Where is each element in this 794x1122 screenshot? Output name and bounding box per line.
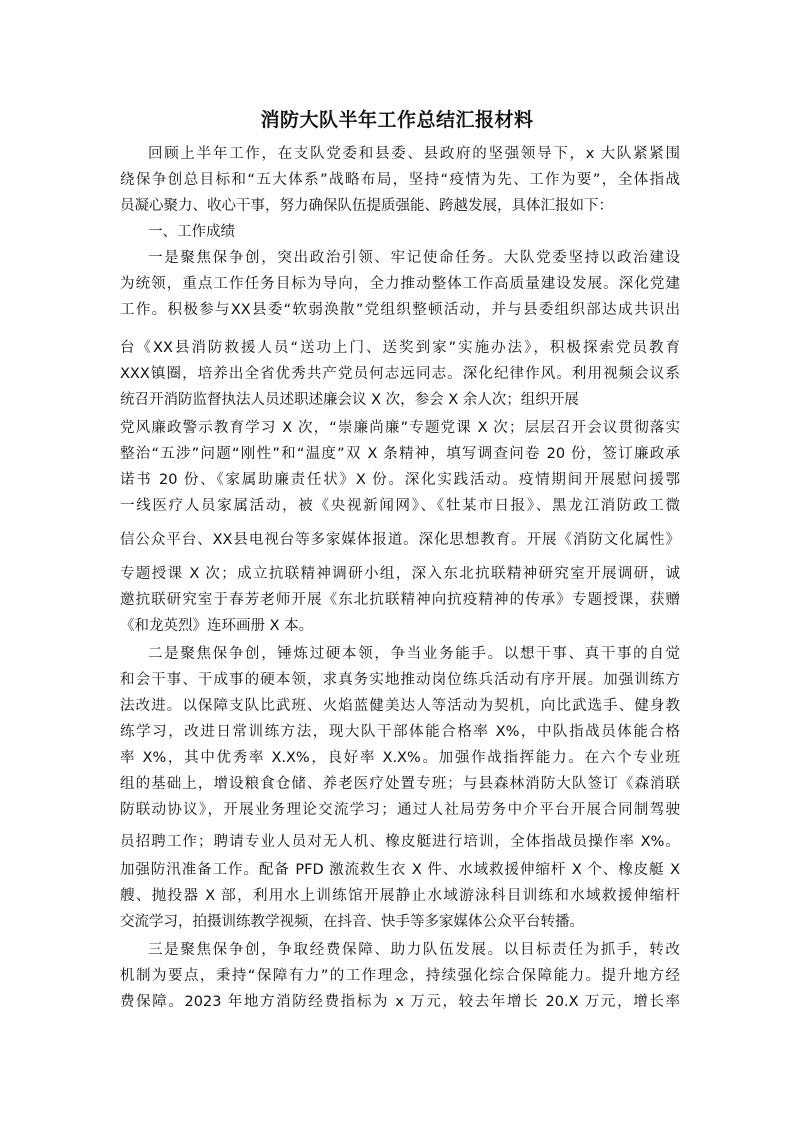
paragraph-line: 和会干事、干成事的硬本领，求真务实地推动岗位练兵活动有序开展。加强训练方 [120, 672, 680, 688]
paragraph-line: 回顾上半年工作，在支队党委和县委、县政府的坚强领导下，x 大队紧紧围 [148, 146, 680, 162]
paragraph-line: 台《XX县消防救援人员“送功上门、送奖到家”实施办法》，积极探索党员教育 [120, 340, 680, 356]
section-heading: 一、工作成绩 [148, 224, 235, 240]
paragraph-line: 党风廉政警示教育学习 X 次，“崇廉尚廉”专题党课 X 次；层层召开会议贯彻落实 [120, 420, 680, 436]
paragraph-line: 工作。积极参与XX县委“软弱涣散”党组织整顿活动，并与县委组织部达成共识出 [120, 302, 680, 318]
paragraph-line: 二是聚焦保争创，锤炼过硬本领，争当业务能手。以想干事、真干事的自觉 [148, 646, 680, 662]
paragraph-line: 交流学习，拍摄训练教学视频，在抖音、快手等多家媒体公众平台转播。 [120, 914, 584, 930]
paragraph-line: 费保障。2023 年地方消防经费指标为 x 万元，较去年增长 20.X 万元，增长率 [120, 994, 680, 1010]
paragraph-line: 专题授课 X 次；成立抗联精神调研小组，深入东北抗联精神研究室开展调研，诚 [120, 566, 680, 582]
paragraph-line: 法改进。以保障支队比武班、火焰蓝健美达人等活动为契机，向比武选手、健身教 [120, 698, 680, 714]
paragraph-line: 加强防汛准备工作。配备 PFD 激流救生衣 X 件、水域救援伸缩杆 X 个、橡皮艇 X [120, 862, 680, 878]
paragraph-line: 一线医疗人员家属活动，被《央视新闻网》、《牡某市日报》、黑龙江消防政工微 [120, 498, 680, 514]
paragraph-line: 艘、抛投器 X 部，利用水上训练馆开展静止水域游泳科目训练和水域救援伸缩杆 [120, 888, 680, 904]
paragraph-line: 员凝心聚力、收心干事，努力确保队伍提质强能、跨越发展，具体汇报如下： [120, 198, 613, 214]
paragraph-line: 防联动协议》，开展业务理论交流学习；通过人社局劳务中介平台开展合同制驾驶 [120, 802, 680, 818]
paragraph-line: 率 X%，其中优秀率 X.X%，良好率 X.X%。加强作战指挥能力。在六个专业班 [120, 750, 680, 766]
paragraph-line: 《和龙英烈》连环画册 X 本。 [120, 618, 314, 634]
paragraph-line: 练学习，改进日常训练方法，现大队干部体能合格率 X%，中队指战员体能合格 [120, 724, 680, 740]
paragraph-line: 统召开消防监督执法人员述职述廉会议 X 次，参会 X 余人次；组织开展 [120, 392, 579, 408]
paragraph-line: 机制为要点，秉持“保障有力”的工作理念，持续强化综合保障能力。提升地方经 [120, 968, 680, 984]
paragraph-line: 三是聚焦保争创，争取经费保障、助力队伍发展。以目标责任为抓手，转改 [148, 942, 680, 958]
paragraph-line: 诺书 20 份、《家属助廉责任状》X 份。深化实践活动。疫情期间开展慰问援鄂 [120, 472, 680, 488]
paragraph-line: 整治“五涉”问题“刚性”和“温度”双 X 条精神，填写调查问卷 20 份，签订廉政承 [120, 446, 680, 462]
paragraph-line: 一是聚焦保争创，突出政治引领、牢记使命任务。大队党委坚持以政治建设 [148, 250, 680, 266]
paragraph-line: 信公众平台、XX县电视台等多家媒体报道。深化思想教育。开展《消防文化属性》 [120, 532, 680, 548]
document-title: 消防大队半年工作总结汇报材料 [260, 109, 534, 131]
paragraph-line: 邀抗联研究室于春芳老师开展《东北抗联精神向抗疫精神的传承》专题授课，获赠 [120, 592, 680, 608]
paragraph-line: 绕保争创总目标和“五大体系”战略布局，坚持“疫情为先、工作为要”，全体指战 [120, 172, 680, 188]
paragraph-line: XXX镇圈，培养出全省优秀共产党员何志远同志。深化纪律作风。利用视频会议系 [120, 366, 680, 382]
paragraph-line: 组的基础上，增设粮食仓储、养老医疗处置专班；与县森林消防大队签订《森消联 [120, 776, 680, 792]
paragraph-line: 为统领，重点工作任务目标为导向，全力推动整体工作高质量建设发展。深化党建 [120, 276, 680, 292]
paragraph-line: 员招聘工作；聘请专业人员对无人机、橡皮艇进行培训，全体指战员操作率 X%。 [120, 834, 680, 850]
